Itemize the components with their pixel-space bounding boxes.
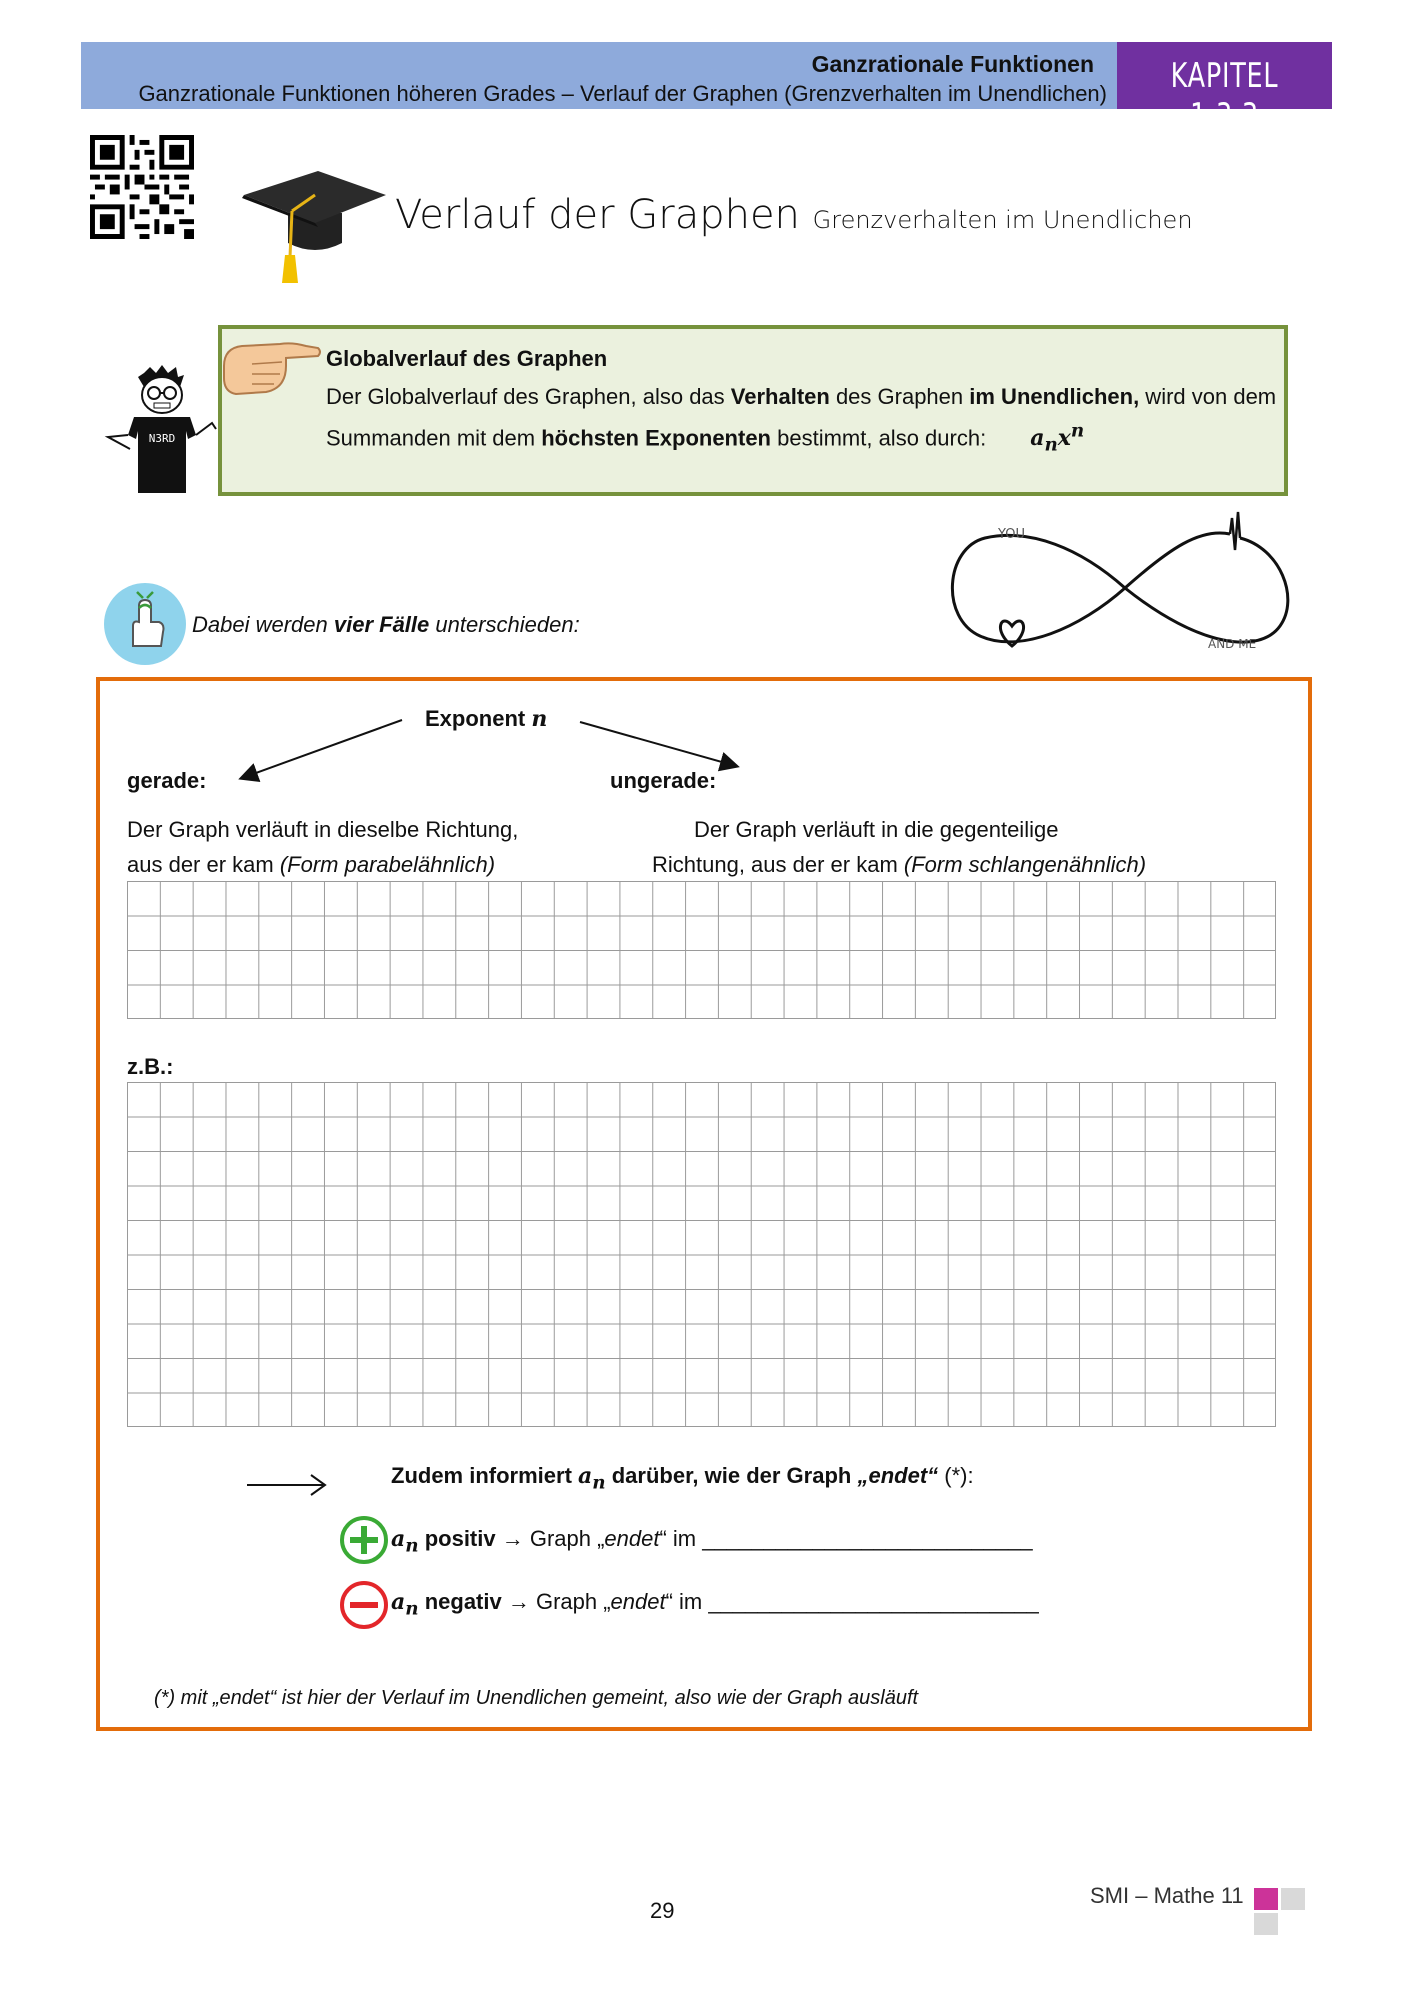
qr-code-icon[interactable] [90,135,194,239]
definition-text-bold: Verhalten [730,384,830,409]
formula-exp: n [1070,421,1085,442]
formula-base: a [1030,425,1045,452]
even-description-italic: (Form parabelähnlich) [279,852,496,877]
inform-quote: „endet“ [857,1463,939,1488]
infinity-label-you: YOU [998,527,1025,542]
even-description-line2 [127,852,495,878]
definition-text-bold: höchsten Exponenten [541,425,771,451]
drawing-grid-top[interactable] [127,881,1276,1019]
formula-x: x [1057,425,1071,452]
positive-answer-blank[interactable]: ___________________________ [702,1526,1033,1551]
inform-var-sub: n [592,1472,606,1494]
positive-case [391,1526,1033,1556]
header-subtitle: Ganzrationale Funktionen höheren Grades – Verlauf der Graphen (Grenzverhalten im Unendlichen) [138,81,1107,106]
exponent-variable: n [531,706,548,732]
title-main: Verlauf der Graphen [395,192,800,238]
minus-circle-icon [339,1580,389,1630]
negative-endet: endet [610,1589,666,1614]
pointing-hand-icon [222,336,324,400]
cases-intro [192,612,580,638]
even-description-text: aus der er kam [127,852,280,877]
inform-suffix: (*): [938,1463,974,1488]
footer-label: SMI – Mathe 11 [1090,1883,1244,1908]
definition-text-part: bestimmt, also durch: [771,425,987,451]
definition-text [326,379,1286,463]
header-bar [81,42,1117,109]
even-label: gerade: [127,768,207,793]
example-label: z.B.: [127,1054,174,1079]
positive-endet: endet [604,1526,660,1551]
odd-description-line1: Der Graph verläuft in die gegenteilige [694,817,1059,842]
drawing-grid-example[interactable] [127,1082,1276,1427]
plus-circle-icon [339,1515,389,1565]
definition-text-part: des Graphen [829,384,970,409]
odd-description-line2 [652,852,1146,878]
positive-var-base: a [391,1526,406,1552]
odd-description-italic: (Form schlangenähnlich) [903,852,1147,877]
odd-label: ungerade: [610,768,717,793]
inform-statement [391,1463,974,1493]
inform-var [578,1463,606,1494]
negative-text: → Graph „ [501,1589,611,1614]
positive-label: positiv [418,1526,496,1551]
infinity-label-and-me: AND ME [1208,637,1257,651]
definition-heading: Globalverlauf des Graphen [326,346,608,371]
chapter-badge [1117,42,1332,136]
cases-intro-bold: vier Fälle [333,612,430,637]
positive-var-sub: n [405,1535,419,1557]
definition-text-part: Der Globalverlauf des Graphen, also das [326,384,731,409]
negative-var-sub: n [405,1598,419,1620]
negative-answer-blank[interactable]: ___________________________ [708,1589,1039,1614]
exponent-label-text: Exponent [425,706,532,731]
negative-text: “ im [665,1589,709,1614]
negative-label: negativ [418,1589,502,1614]
infinity-heart-icon [940,508,1310,658]
page-number: 29 [650,1898,675,1923]
inform-var-base: a [578,1463,593,1489]
definition-text-bold: im Unendlichen, [969,384,1140,409]
odd-description-text: Richtung, aus der er kam [652,852,904,877]
negative-var [391,1589,419,1620]
footer-squares-icon [1254,1888,1310,1938]
inform-text: darüber, wie der Graph [605,1463,858,1488]
inform-text: Zudem informiert [391,1463,579,1488]
negative-case [391,1589,1039,1619]
reminder-finger-icon [103,582,187,666]
page-title [395,192,1193,238]
even-description-line1: Der Graph verläuft in dieselbe Richtung, [127,817,519,842]
cases-intro-text: unterschieden: [429,612,580,637]
positive-var [391,1526,419,1557]
negative-var-base: a [391,1589,406,1615]
footnote: (*) mit „endet“ ist hier der Verlauf im Unendlichen gemeint, also wie der Graph ausläuft [154,1687,919,1709]
positive-text: “ im [659,1526,703,1551]
right-arrow-icon [245,1472,327,1498]
cases-intro-text: Dabei werden [192,612,334,637]
header-title: Ganzrationale Funktionen [811,51,1094,77]
formula-sub: n [1044,434,1058,456]
chapter-label: KAPITEL 1.3.3 [1170,56,1279,136]
formula [1030,421,1085,456]
definition-text-part: wird von dem Summanden mit dem [326,384,1277,451]
title-sub: Grenzverhalten im Unendlichen [812,206,1193,234]
graduation-cap-icon [240,165,390,285]
nerd-character-icon [104,365,224,495]
shirt-text: N3RD [148,432,176,445]
positive-text: → Graph „ [495,1526,605,1551]
